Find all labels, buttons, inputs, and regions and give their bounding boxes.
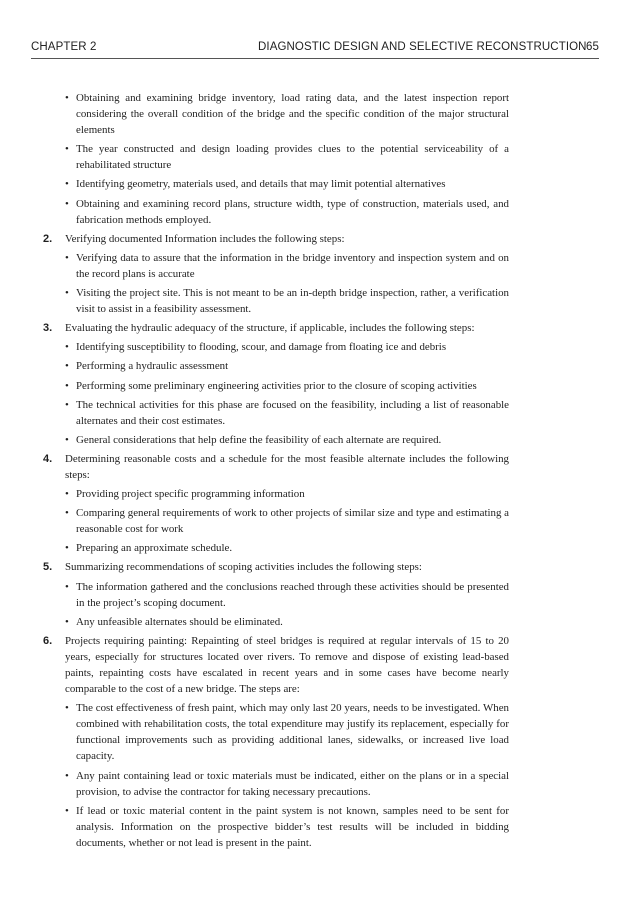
chapter-label: CHAPTER 2	[31, 41, 97, 53]
step-number: 6.	[43, 634, 53, 647]
bullet-item: • Preparing an approximate schedule.	[65, 540, 509, 556]
step-bullet-list	[43, 250, 509, 317]
bullet-item: • Identifying susceptibility to flooding, scour, and damage from floating ice and debris	[65, 339, 509, 355]
bullet-item: • Providing project specific programming information	[65, 486, 509, 502]
bullet-item: • The technical activities for this phase are focused on the feasibility, including a list of reasonable alternates and their cost estimates.	[65, 397, 509, 429]
bullet-item: • Any unfeasible alternates should be eliminated.	[65, 614, 509, 630]
step-number: 3.	[43, 322, 53, 335]
bullet-item: • General considerations that help define the feasibility of each alternate are required.	[65, 432, 509, 448]
bullet-item: • Identifying geometry, materials used, and details that may limit potential alternatives	[65, 176, 509, 192]
step-text: Projects requiring painting: Repainting of steel bridges is required at regular intervals of 15 to 20 years, especially for structures located over rivers. To remove and dispose of existing lead-based paints, repainting costs have escalated in recent years and in some cases have become nearly comparable to the cost of a new bridge. The steps are:	[65, 634, 509, 696]
page-body	[43, 90, 509, 854]
step-number: 2.	[43, 232, 53, 245]
step-bullet-list	[43, 579, 509, 630]
step-bullet-list	[43, 339, 509, 448]
step-text: Determining reasonable costs and a schedule for the most feasible alternate includes the following steps:	[65, 452, 509, 481]
bullet-item: • Performing a hydraulic assessment	[65, 358, 509, 374]
step-text: Evaluating the hydraulic adequacy of the structure, if applicable, includes the following steps:	[65, 322, 475, 335]
bullet-item: • Verifying data to assure that the information in the bridge inventory and inspection system and on the record plans is accurate	[65, 250, 509, 282]
intro-bullet-list	[43, 90, 509, 228]
bullet-item: • Obtaining and examining bridge inventory, load rating data, and the latest inspection report considering the overall condition of the bridge and the specific condition of the major structural elements	[65, 90, 509, 138]
running-header	[31, 41, 599, 57]
bullet-item: • The year constructed and design loading provides clues to the potential serviceability of a rehabilitated structure	[65, 141, 509, 173]
step-bullet-list	[43, 486, 509, 556]
bullet-item: • Obtaining and examining record plans, structure width, type of construction, materials used, and fabrication methods employed.	[65, 196, 509, 228]
step-number: 5.	[43, 561, 53, 574]
page-number: 65	[586, 41, 599, 53]
bullet-item: • The information gathered and the conclusions reached through these activities should be presented in the project’s scoping document.	[65, 579, 509, 611]
step-text: Verifying documented Information includes the following steps:	[65, 232, 345, 245]
bullet-item: • Any paint containing lead or toxic materials must be indicated, either on the plans or in a special provision, to advise the contractor for taking necessary precautions.	[65, 768, 509, 800]
numbered-step	[43, 451, 509, 483]
numbered-step	[43, 633, 509, 697]
bullet-item: • The cost effectiveness of fresh paint, which may only last 20 years, needs to be investigated. When combined with rehabilitation costs, the total expenditure may justify its replacement, especially for functional improvements such as providing additional lanes, sidewalks, or increased live load capacity.	[65, 700, 509, 764]
bullet-item: • Visiting the project site. This is not meant to be an in-depth bridge inspection, rather, a verification visit to assist in a feasibility assessment.	[65, 285, 509, 317]
chapter-title: DIAGNOSTIC DESIGN AND SELECTIVE RECONSTRUCTION	[258, 41, 587, 53]
bullet-item: • Performing some preliminary engineering activities prior to the closure of scoping activities	[65, 378, 509, 394]
step-text: Summarizing recommendations of scoping activities includes the following steps:	[65, 561, 422, 574]
header-divider	[31, 58, 599, 59]
bullet-item: • If lead or toxic material content in the paint system is not known, samples need to be sent for analysis. Information on the prospective bidder’s test results will be included in bidding documents, whether or not lead is present in the paint.	[65, 803, 509, 851]
numbered-step	[43, 231, 509, 247]
step-number: 4.	[43, 452, 53, 465]
numbered-step	[43, 320, 509, 336]
step-bullet-list	[43, 700, 509, 851]
numbered-step	[43, 559, 509, 575]
bullet-item: • Comparing general requirements of work to other projects of similar size and type and estimating a reasonable cost for work	[65, 505, 509, 537]
